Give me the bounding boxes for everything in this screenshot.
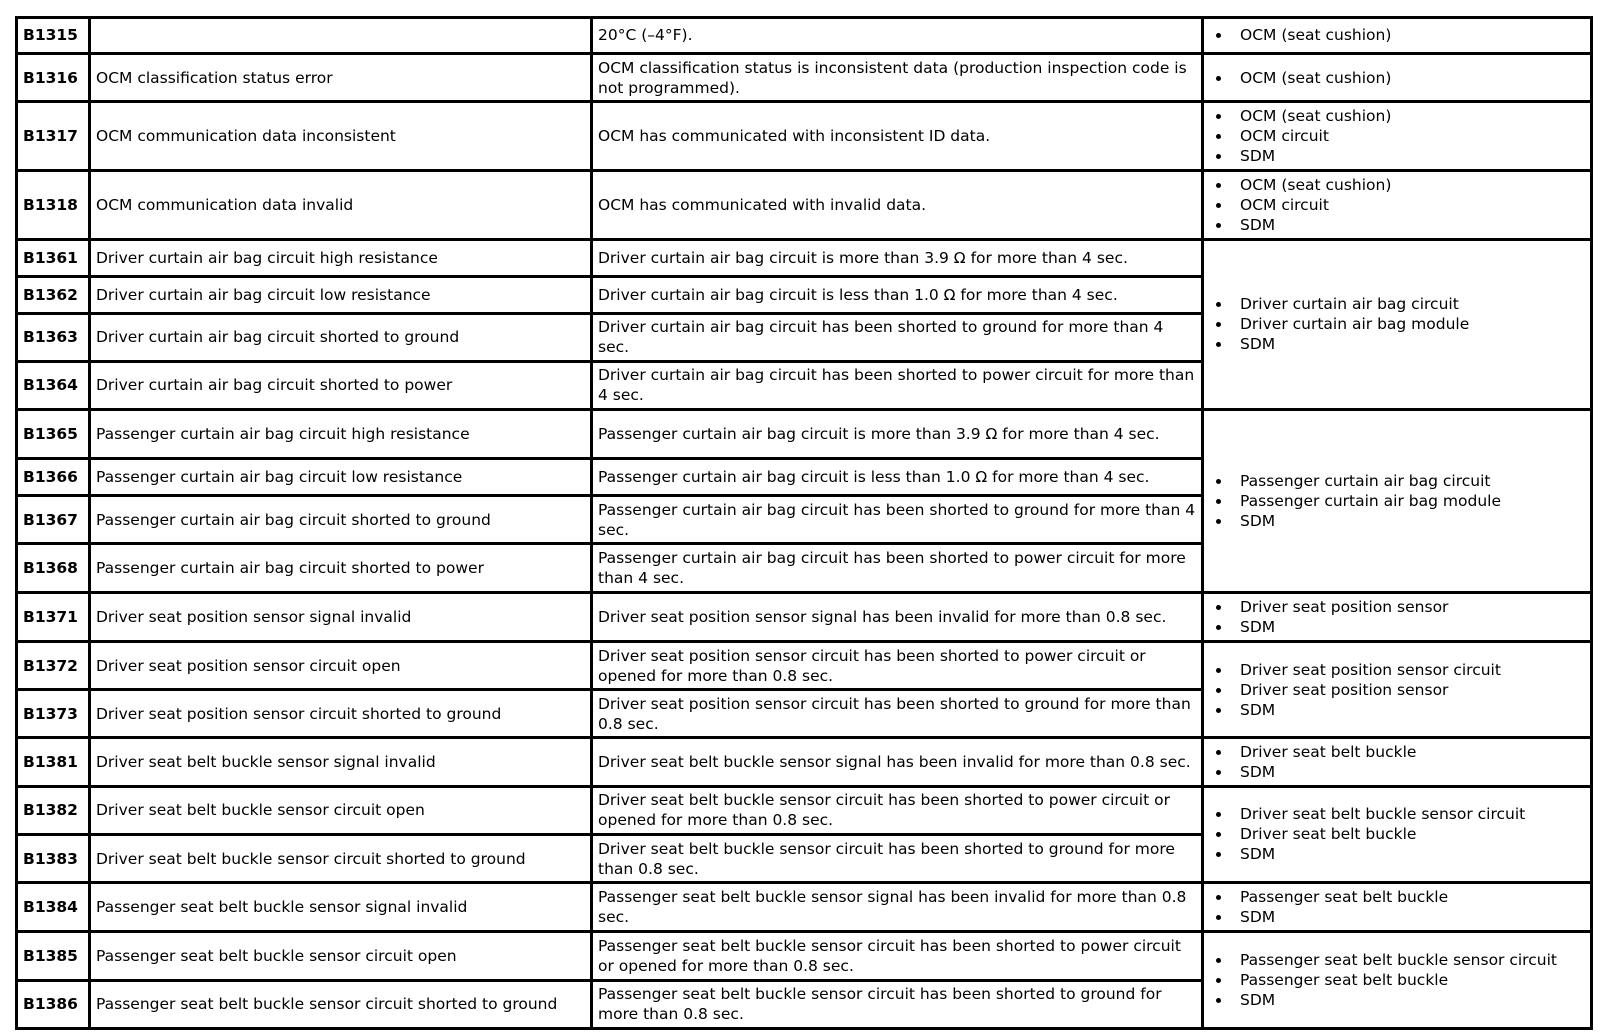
dtc-name-cell: Driver seat belt buckle sensor signal invalid xyxy=(90,738,592,786)
table-row xyxy=(17,641,1592,689)
trouble-area-item: SDM xyxy=(1209,762,1586,782)
detection-condition-cell: OCM has communicated with inconsistent ID data. xyxy=(592,102,1203,171)
dtc-name-cell: Driver curtain air bag circuit high resistance xyxy=(90,239,592,276)
table-row xyxy=(17,102,1592,171)
trouble-area-item: SDM xyxy=(1209,907,1586,927)
table-row xyxy=(17,239,1592,276)
table-row xyxy=(17,883,1592,932)
trouble-area-list xyxy=(1209,106,1586,166)
trouble-area-list xyxy=(1209,68,1586,88)
trouble-area-cell xyxy=(1203,883,1592,932)
trouble-area-item: Driver seat position sensor xyxy=(1209,597,1586,617)
dtc-name-cell xyxy=(90,18,592,54)
trouble-area-cell xyxy=(1203,170,1592,239)
trouble-area-cell xyxy=(1203,641,1592,737)
dtc-code-cell: B1385 xyxy=(17,932,90,980)
dtc-code-cell: B1384 xyxy=(17,883,90,932)
detection-condition-cell: Driver seat position sensor circuit has been shorted to ground for more than 0.8 sec. xyxy=(592,690,1203,738)
trouble-area-item: Driver curtain air bag circuit xyxy=(1209,294,1586,314)
table-row xyxy=(17,738,1592,786)
dtc-code-cell: B1364 xyxy=(17,361,90,409)
dtc-code-cell: B1317 xyxy=(17,102,90,171)
trouble-area-cell xyxy=(1203,102,1592,171)
trouble-area-item: OCM (seat cushion) xyxy=(1209,175,1586,195)
dtc-name-cell: Driver seat belt buckle sensor circuit shorted to ground xyxy=(90,834,592,882)
trouble-area-cell xyxy=(1203,738,1592,786)
dtc-name-cell: Driver curtain air bag circuit low resistance xyxy=(90,276,592,313)
dtc-name-cell: Passenger curtain air bag circuit high resistance xyxy=(90,410,592,459)
trouble-area-item: OCM circuit xyxy=(1209,195,1586,215)
trouble-area-item: Driver curtain air bag module xyxy=(1209,314,1586,334)
dtc-code-cell: B1318 xyxy=(17,170,90,239)
dtc-code-cell: B1372 xyxy=(17,641,90,689)
trouble-area-item: OCM (seat cushion) xyxy=(1209,106,1586,126)
detection-condition-cell: Driver curtain air bag circuit is more than 3.9 Ω for more than 4 sec. xyxy=(592,239,1203,276)
detection-condition-cell: Passenger seat belt buckle sensor circuit has been shorted to power circuit or opened for more than 0.8 sec. xyxy=(592,932,1203,980)
dtc-name-cell: OCM communication data inconsistent xyxy=(90,102,592,171)
dtc-code-cell: B1365 xyxy=(17,410,90,459)
table-row xyxy=(17,592,1592,641)
trouble-area-list xyxy=(1209,804,1586,864)
trouble-area-item: SDM xyxy=(1209,511,1586,531)
dtc-code-cell: B1367 xyxy=(17,496,90,544)
detection-condition-cell: Passenger curtain air bag circuit has been shorted to ground for more than 4 sec. xyxy=(592,496,1203,544)
dtc-code-cell: B1371 xyxy=(17,592,90,641)
detection-condition-cell: Driver curtain air bag circuit is less than 1.0 Ω for more than 4 sec. xyxy=(592,276,1203,313)
trouble-area-list xyxy=(1209,660,1586,720)
dtc-table-body xyxy=(17,18,1592,1029)
trouble-area-item: SDM xyxy=(1209,617,1586,637)
dtc-name-cell: Driver curtain air bag circuit shorted to power xyxy=(90,361,592,409)
dtc-code-cell: B1386 xyxy=(17,980,90,1028)
table-row xyxy=(17,786,1592,834)
table-row xyxy=(17,410,1592,459)
dtc-code-cell: B1382 xyxy=(17,786,90,834)
table-row xyxy=(17,932,1592,980)
trouble-area-item: Passenger curtain air bag module xyxy=(1209,491,1586,511)
dtc-name-cell: Driver seat belt buckle sensor circuit open xyxy=(90,786,592,834)
trouble-area-item: SDM xyxy=(1209,700,1586,720)
trouble-area-item: SDM xyxy=(1209,990,1586,1010)
trouble-area-cell xyxy=(1203,786,1592,882)
detection-condition-cell: Driver curtain air bag circuit has been shorted to ground for more than 4 sec. xyxy=(592,313,1203,361)
trouble-area-item: Driver seat position sensor xyxy=(1209,680,1586,700)
detection-condition-cell: Passenger seat belt buckle sensor signal has been invalid for more than 0.8 sec. xyxy=(592,883,1203,932)
detection-condition-cell: OCM has communicated with invalid data. xyxy=(592,170,1203,239)
dtc-name-cell: Driver seat position sensor circuit open xyxy=(90,641,592,689)
trouble-area-item: Passenger seat belt buckle xyxy=(1209,887,1586,907)
detection-condition-cell: Passenger seat belt buckle sensor circuit has been shorted to ground for more than 0.8 sec. xyxy=(592,980,1203,1028)
detection-condition-cell: 20°C (–4°F). xyxy=(592,18,1203,54)
detection-condition-cell: Driver seat position sensor signal has been invalid for more than 0.8 sec. xyxy=(592,592,1203,641)
trouble-area-item: Driver seat belt buckle sensor circuit xyxy=(1209,804,1586,824)
dtc-code-cell: B1381 xyxy=(17,738,90,786)
trouble-area-cell xyxy=(1203,18,1592,54)
trouble-area-item: OCM (seat cushion) xyxy=(1209,68,1586,88)
trouble-area-list xyxy=(1209,25,1586,45)
trouble-area-item: Passenger seat belt buckle sensor circuit xyxy=(1209,950,1586,970)
dtc-name-cell: Passenger curtain air bag circuit low resistance xyxy=(90,459,592,496)
trouble-area-item: Driver seat belt buckle xyxy=(1209,824,1586,844)
dtc-name-cell: Passenger seat belt buckle sensor circuit open xyxy=(90,932,592,980)
dtc-name-cell: Driver seat position sensor circuit shorted to ground xyxy=(90,690,592,738)
trouble-area-list xyxy=(1209,742,1586,782)
dtc-code-cell: B1383 xyxy=(17,834,90,882)
trouble-area-item: Driver seat position sensor circuit xyxy=(1209,660,1586,680)
detection-condition-cell: Passenger curtain air bag circuit has been shorted to power circuit for more than 4 sec. xyxy=(592,544,1203,592)
trouble-area-list xyxy=(1209,950,1586,1010)
detection-condition-cell: Passenger curtain air bag circuit is more than 3.9 Ω for more than 4 sec. xyxy=(592,410,1203,459)
trouble-area-cell xyxy=(1203,239,1592,409)
dtc-name-cell: OCM communication data invalid xyxy=(90,170,592,239)
dtc-name-cell: Passenger seat belt buckle sensor circuit shorted to ground xyxy=(90,980,592,1028)
detection-condition-cell: Driver seat belt buckle sensor circuit has been shorted to power circuit or opened for more than 0.8 sec. xyxy=(592,786,1203,834)
dtc-code-cell: B1361 xyxy=(17,239,90,276)
trouble-area-list xyxy=(1209,294,1586,354)
trouble-area-item: SDM xyxy=(1209,146,1586,166)
dtc-name-cell: OCM classification status error xyxy=(90,53,592,101)
trouble-area-list xyxy=(1209,887,1586,927)
detection-condition-cell: Driver curtain air bag circuit has been shorted to power circuit for more than 4 sec. xyxy=(592,361,1203,409)
dtc-name-cell: Driver seat position sensor signal invalid xyxy=(90,592,592,641)
trouble-area-list xyxy=(1209,471,1586,531)
dtc-name-cell: Driver curtain air bag circuit shorted to ground xyxy=(90,313,592,361)
detection-condition-cell: Driver seat belt buckle sensor circuit has been shorted to ground for more than 0.8 sec. xyxy=(592,834,1203,882)
dtc-code-cell: B1316 xyxy=(17,53,90,101)
dtc-code-cell: B1368 xyxy=(17,544,90,592)
dtc-name-cell: Passenger curtain air bag circuit shorted to power xyxy=(90,544,592,592)
dtc-code-cell: B1315 xyxy=(17,18,90,54)
detection-condition-cell: Passenger curtain air bag circuit is less than 1.0 Ω for more than 4 sec. xyxy=(592,459,1203,496)
dtc-code-cell: B1373 xyxy=(17,690,90,738)
trouble-area-item: OCM circuit xyxy=(1209,126,1586,146)
trouble-area-cell xyxy=(1203,592,1592,641)
table-row xyxy=(17,170,1592,239)
trouble-area-item: SDM xyxy=(1209,844,1586,864)
trouble-area-item: Passenger curtain air bag circuit xyxy=(1209,471,1586,491)
dtc-name-cell: Passenger seat belt buckle sensor signal invalid xyxy=(90,883,592,932)
table-row xyxy=(17,18,1592,54)
detection-condition-cell: OCM classification status is inconsistent data (production inspection code is not programmed). xyxy=(592,53,1203,101)
trouble-area-cell xyxy=(1203,410,1592,593)
dtc-code-cell: B1362 xyxy=(17,276,90,313)
trouble-area-cell xyxy=(1203,932,1592,1029)
detection-condition-cell: Driver seat position sensor circuit has been shorted to power circuit or opened for more than 0.8 sec. xyxy=(592,641,1203,689)
trouble-area-item: Driver seat belt buckle xyxy=(1209,742,1586,762)
trouble-area-list xyxy=(1209,597,1586,637)
trouble-area-item: OCM (seat cushion) xyxy=(1209,25,1586,45)
dtc-table xyxy=(15,16,1593,1030)
trouble-area-cell xyxy=(1203,53,1592,101)
dtc-name-cell: Passenger curtain air bag circuit shorted to ground xyxy=(90,496,592,544)
trouble-area-item: SDM xyxy=(1209,215,1586,235)
detection-condition-cell: Driver seat belt buckle sensor signal has been invalid for more than 0.8 sec. xyxy=(592,738,1203,786)
dtc-code-cell: B1363 xyxy=(17,313,90,361)
trouble-area-item: Passenger seat belt buckle xyxy=(1209,970,1586,990)
trouble-area-item: SDM xyxy=(1209,334,1586,354)
dtc-code-cell: B1366 xyxy=(17,459,90,496)
trouble-area-list xyxy=(1209,175,1586,235)
table-row xyxy=(17,53,1592,101)
